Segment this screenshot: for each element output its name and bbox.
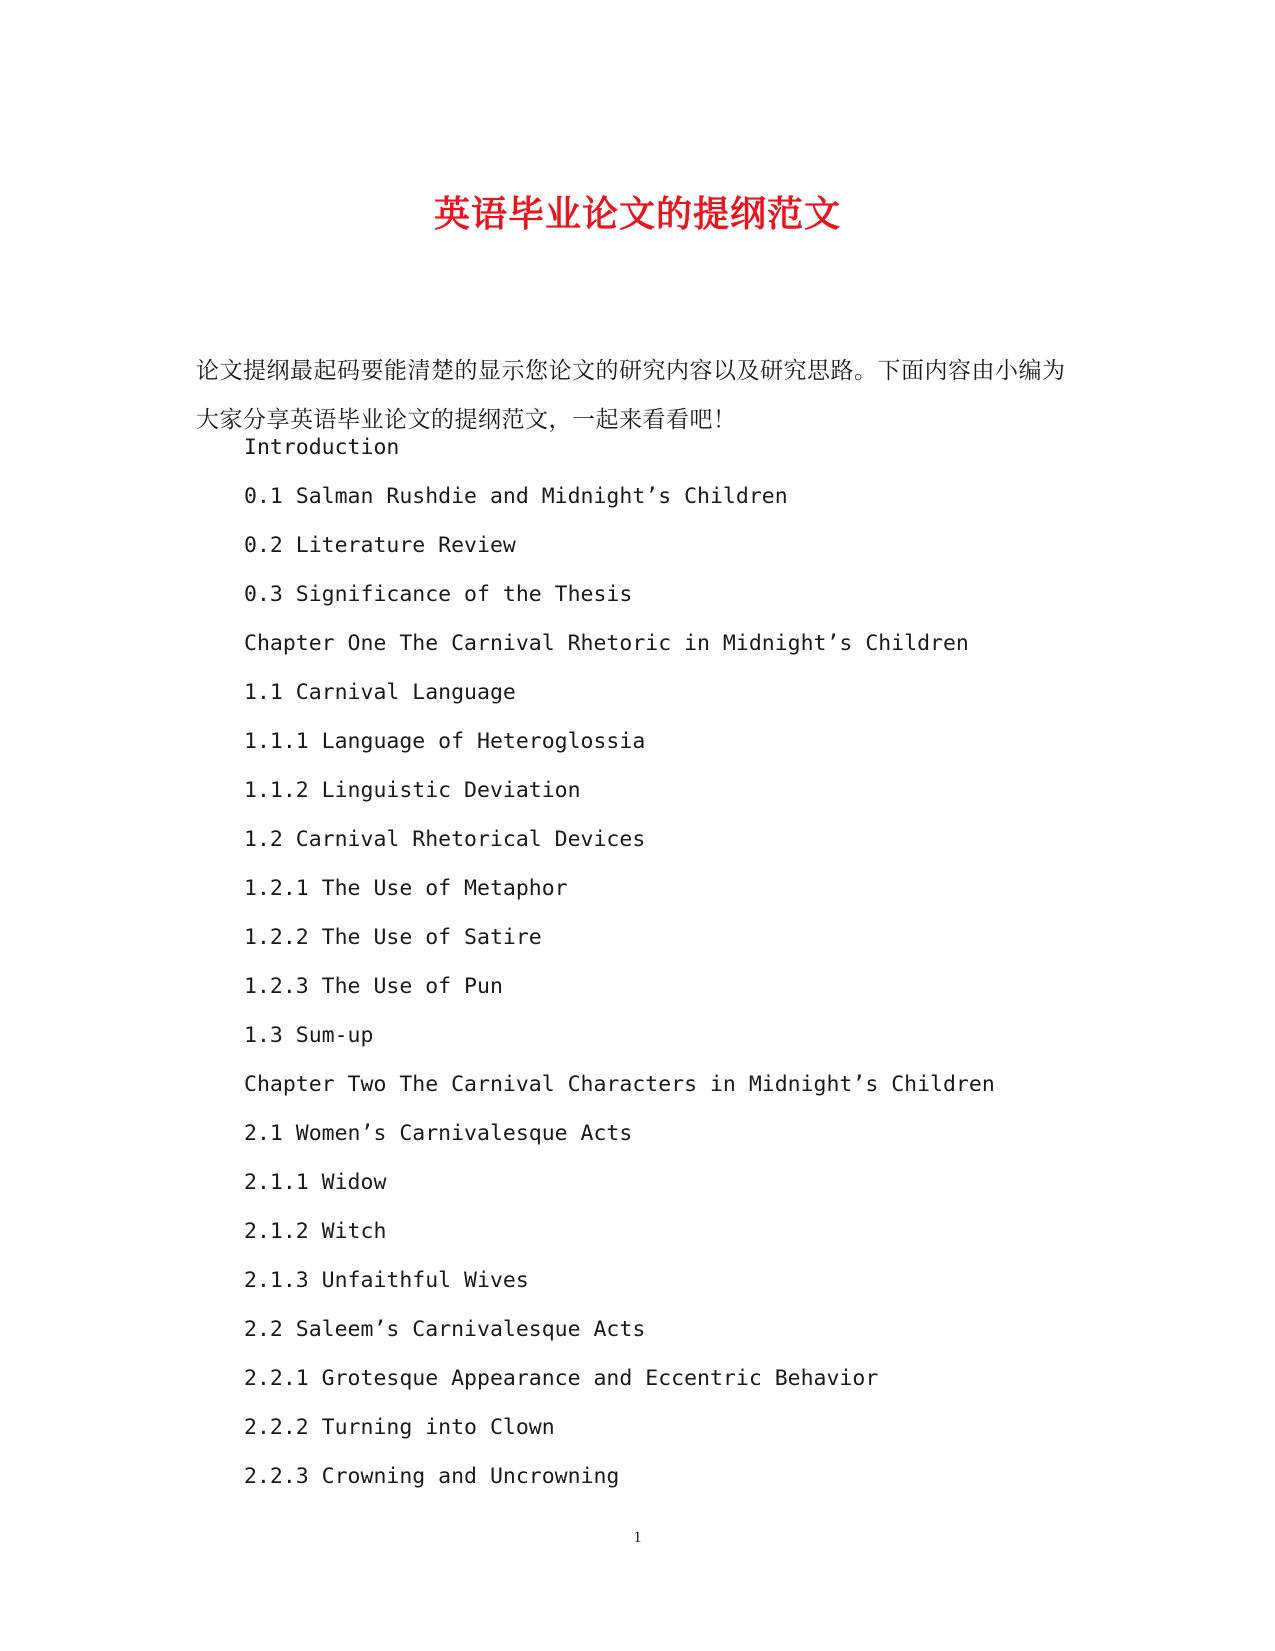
outline-item: 2.1.2 Witch [244,1219,387,1244]
outline-item: 0.2 Literature Review [244,533,516,558]
outline-item: 1.2 Carnival Rhetorical Devices [244,827,646,852]
thesis-outline [244,426,995,1504]
document-title: 英语毕业论文的提纲范文 [433,193,841,236]
outline-item: 1.2.3 The Use of Pun [244,974,503,999]
intro-paragraph: 论文提纲最起码要能清楚的显示您论文的研究内容以及研究思路。下面内容由小编为大家分享英语毕业论文的提纲范文，一起来看看吧！ [196,358,1066,433]
outline-item: 1.1 Carnival Language [244,680,516,705]
outline-item: 2.2.1 Grotesque Appearance and Eccentric Behavior [244,1366,879,1391]
outline-item: 2.1.1 Widow [244,1170,387,1195]
outline-item: Chapter Two The Carnival Characters in Midnight’s Children [244,1072,995,1097]
outline-item: 1.3 Sum-up [244,1023,374,1048]
outline-item: 2.1 Women’s Carnivalesque Acts [244,1121,633,1146]
outline-item: 2.2.2 Turning into Clown [244,1415,555,1440]
outline-item: 1.1.2 Linguistic Deviation [244,778,581,803]
outline-item: 1.2.1 The Use of Metaphor [244,876,568,901]
outline-item: 0.1 Salman Rushdie and Midnight’s Children [244,484,788,509]
outline-item: 2.2 Saleem’s Carnivalesque Acts [244,1317,646,1342]
outline-item: Chapter One The Carnival Rhetoric in Midnight’s Children [244,631,969,656]
page-number: 1 [633,1529,642,1546]
outline-item: Introduction [244,435,400,460]
outline-item: 2.1.3 Unfaithful Wives [244,1268,529,1293]
outline-item: 1.1.1 Language of Heteroglossia [244,729,646,754]
outline-item: 1.2.2 The Use of Satire [244,925,542,950]
outline-item: 0.3 Significance of the Thesis [244,582,633,607]
outline-item: 2.2.3 Crowning and Uncrowning [244,1464,620,1489]
